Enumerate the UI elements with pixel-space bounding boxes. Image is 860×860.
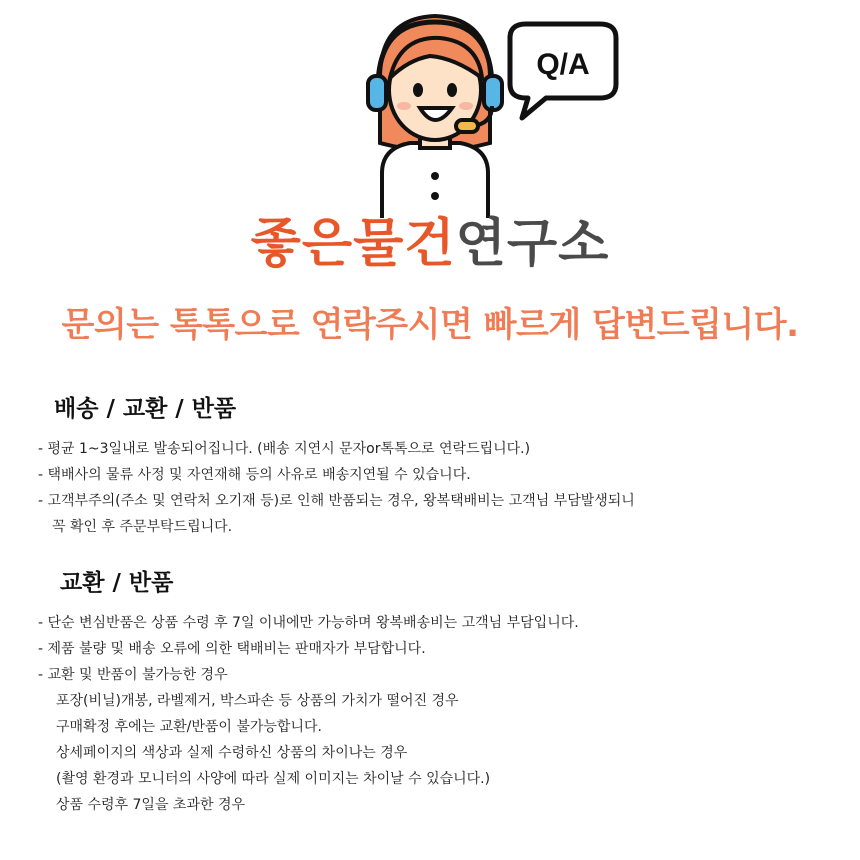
list-item: (촬영 환경과 모니터의 사양에 따라 실제 이미지는 차이날 수 있습니다.) — [56, 771, 491, 787]
list-item: 꼭 확인 후 주문부탁드립니다. — [52, 519, 233, 535]
section-exchange-return — [38, 566, 838, 818]
info-list — [38, 610, 838, 818]
section-shipping-exchange-return — [38, 392, 838, 540]
info-list — [38, 436, 838, 540]
agent-illustration — [360, 8, 630, 218]
list-item: 상품 수령후 7일을 초과한 경우 — [56, 797, 245, 813]
list-item: - 단순 변심반품은 상품 수령 후 7일 이내에만 가능하며 왕복배송비는 고객님 부담입니다. — [38, 615, 579, 631]
list-item: - 교환 및 반품이 불가능한 경우 — [38, 667, 228, 683]
list-item: 포장(비닐)개봉, 라벨제거, 박스파손 등 상품의 가치가 떨어진 경우 — [56, 693, 459, 709]
list-item: 상세페이지의 색상과 실제 수령하신 상품의 차이나는 경우 — [56, 745, 408, 761]
list-item: - 고객부주의(주소 및 연락처 오기재 등)로 인해 반품되는 경우, 왕복택배비는 고객님 부담발생되니 — [38, 493, 635, 509]
list-item: - 평균 1~3일내로 발송되어집니다. (배송 지연시 문자or톡톡으로 연락드립니다.) — [38, 441, 531, 457]
list-item: - 제품 불량 및 배송 오류에 의한 택배비는 판매자가 부담합니다. — [38, 641, 426, 657]
list-item: - 택배사의 물류 사정 및 자연재해 등의 사유로 배송지연될 수 있습니다. — [38, 467, 471, 483]
section-title: 교환 / 반품 — [60, 570, 174, 596]
brand-rest: 연구소 — [455, 214, 610, 274]
section-title: 배송 / 교환 / 반품 — [54, 396, 237, 422]
brand-accent: 좋은물건 — [250, 214, 456, 274]
speech-bubble-icon — [510, 24, 616, 118]
list-item: 구매확정 후에는 교환/반품이 불가능합니다. — [56, 719, 322, 735]
agent-headset-icon — [368, 16, 502, 218]
brand-name — [0, 212, 860, 276]
tagline: 문의는 톡톡으로 연락주시면 빠르게 답변드립니다. — [61, 305, 799, 345]
speech-bubble-text: Q/A — [536, 48, 590, 81]
